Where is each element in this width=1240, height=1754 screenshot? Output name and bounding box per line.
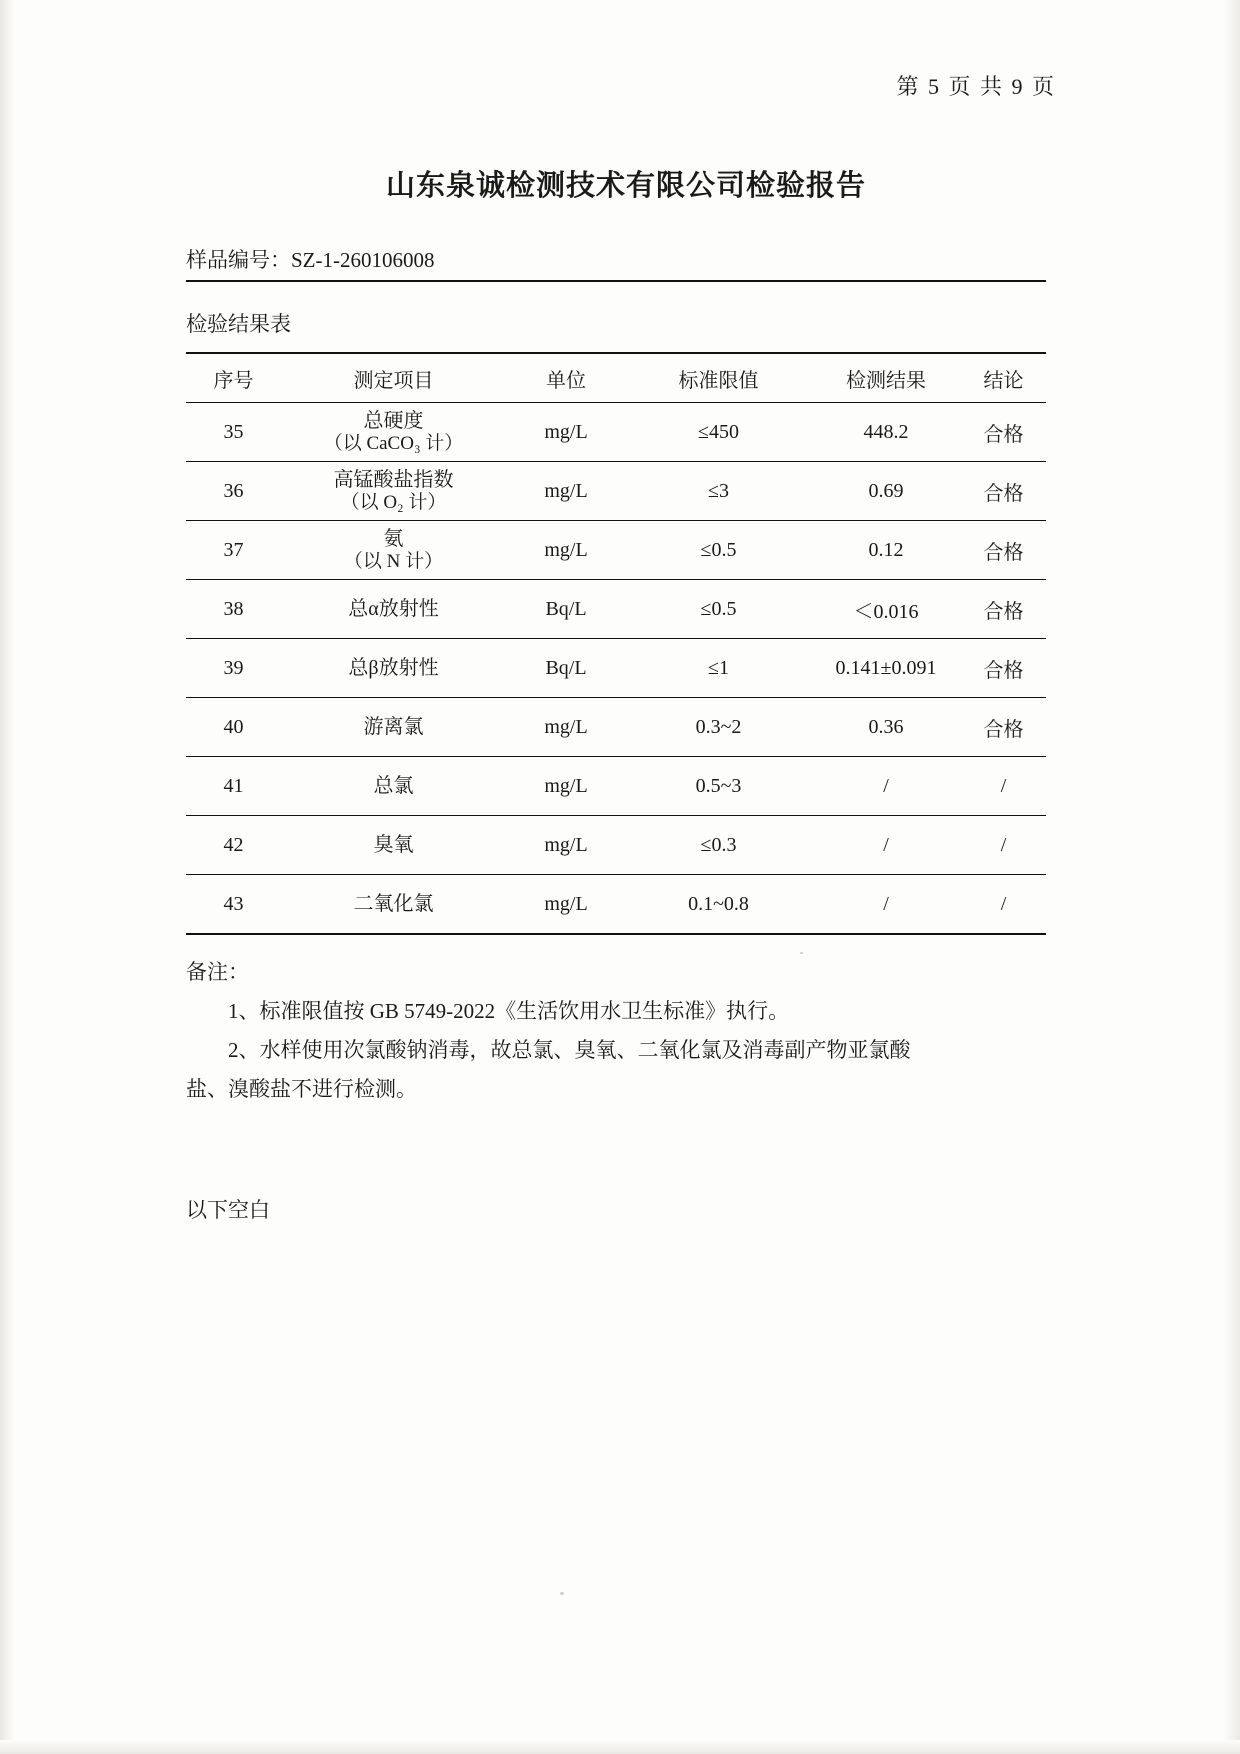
table-header-row (186, 353, 1046, 403)
cell-item-main: 臭氧 (373, 833, 414, 856)
table-row (186, 462, 1046, 521)
scan-edge-left (0, 0, 14, 1754)
cell-item (281, 403, 506, 462)
cell-item-main: 高锰酸盐指数 (333, 468, 454, 491)
sample-number-label: 样品编号： (186, 248, 291, 272)
cell-result: ＜0.016 (811, 580, 961, 639)
cell-item-main: 游离氯 (363, 715, 424, 738)
cell-unit: mg/L (506, 521, 626, 580)
cell-conclusion: 合格 (961, 639, 1046, 698)
cell-item (281, 521, 506, 580)
results-table (186, 352, 1046, 935)
table-body (186, 403, 1046, 935)
cell-no: 38 (186, 580, 281, 639)
column-header-no: 序号 (186, 353, 281, 403)
cell-conclusion: / (961, 757, 1046, 816)
table-row (186, 639, 1046, 698)
scan-edge-bottom (0, 1740, 1240, 1754)
cell-result: 0.36 (811, 698, 961, 757)
cell-limit: ≤3 (626, 462, 811, 521)
cell-no: 39 (186, 639, 281, 698)
cell-limit: 0.1~0.8 (626, 875, 811, 935)
cell-no: 36 (186, 462, 281, 521)
blank-below-note: 以下空白 (186, 1198, 270, 1223)
cell-conclusion: 合格 (961, 403, 1046, 462)
cell-item (281, 639, 506, 698)
cell-no: 37 (186, 521, 281, 580)
sample-number-value: SZ-1-260106008 (291, 248, 435, 272)
sample-number-line (186, 244, 1046, 282)
cell-result: 448.2 (811, 403, 961, 462)
cell-limit: ≤450 (626, 403, 811, 462)
table-row (186, 580, 1046, 639)
notes-section (186, 953, 1066, 1108)
cell-limit: 0.5~3 (626, 757, 811, 816)
cell-conclusion: 合格 (961, 580, 1046, 639)
column-header-conclusion: 结论 (961, 353, 1046, 403)
cell-unit: mg/L (506, 462, 626, 521)
cell-item (281, 580, 506, 639)
page-title: 山东泉诚检测技术有限公司检验报告 (385, 170, 866, 202)
scan-speck (560, 1592, 564, 1595)
cell-item (281, 757, 506, 816)
cell-item (281, 462, 506, 521)
cell-unit: Bq/L (506, 639, 626, 698)
cell-limit: ≤1 (626, 639, 811, 698)
cell-item (281, 875, 506, 935)
cell-item-sub: （以 O₂ 计） (340, 491, 447, 513)
column-header-limit: 标准限值 (626, 353, 811, 403)
notes-heading: 备注： (186, 960, 249, 984)
cell-no: 42 (186, 816, 281, 875)
table-row (186, 875, 1046, 935)
cell-unit: mg/L (506, 698, 626, 757)
cell-no: 35 (186, 403, 281, 462)
note-item-1: 1、标准限值按 GB 5749-2022《生活饮用水卫生标准》执行。 (228, 998, 790, 1023)
cell-limit: 0.3~2 (626, 698, 811, 757)
table-row (186, 757, 1046, 816)
cell-item-main: 总氯 (373, 774, 414, 797)
cell-item-main: 二氧化氯 (353, 892, 434, 915)
cell-item-main: 总α放射性 (348, 597, 439, 620)
cell-item-sub: （以 N 计） (343, 550, 444, 572)
table-header (186, 353, 1046, 403)
cell-item-main: 总硬度 (363, 409, 424, 432)
document-content (186, 70, 1066, 1224)
cell-conclusion: / (961, 816, 1046, 875)
table-row (186, 521, 1046, 580)
column-header-unit: 单位 (506, 353, 626, 403)
cell-unit: mg/L (506, 757, 626, 816)
cell-limit: ≤0.5 (626, 521, 811, 580)
column-header-result: 检测结果 (811, 353, 961, 403)
cell-no: 41 (186, 757, 281, 816)
cell-no: 43 (186, 875, 281, 935)
cell-conclusion: 合格 (961, 462, 1046, 521)
cell-unit: Bq/L (506, 580, 626, 639)
page-number: 第 5 页 共 9 页 (896, 74, 1056, 99)
cell-result: 0.69 (811, 462, 961, 521)
cell-no: 40 (186, 698, 281, 757)
cell-limit: ≤0.3 (626, 816, 811, 875)
table-row (186, 403, 1046, 462)
table-row (186, 816, 1046, 875)
cell-item (281, 698, 506, 757)
cell-item (281, 816, 506, 875)
note-item-2-continued: 盐、溴酸盐不进行检测。 (186, 1076, 417, 1101)
cell-result: 0.141±0.091 (811, 639, 961, 698)
cell-unit: mg/L (506, 875, 626, 935)
note-item-2: 2、水样使用次氯酸钠消毒，故总氯、臭氧、二氧化氯及消毒副产物亚氯酸 (228, 1037, 911, 1062)
cell-item-main: 氨 (383, 527, 404, 550)
cell-unit: mg/L (506, 403, 626, 462)
cell-limit: ≤0.5 (626, 580, 811, 639)
scan-edge-right (1224, 0, 1240, 1754)
cell-result: 0.12 (811, 521, 961, 580)
cell-conclusion: 合格 (961, 521, 1046, 580)
cell-result: / (811, 757, 961, 816)
cell-conclusion: 合格 (961, 698, 1046, 757)
cell-result: / (811, 816, 961, 875)
table-row (186, 698, 1046, 757)
cell-conclusion: / (961, 875, 1046, 935)
cell-unit: mg/L (506, 816, 626, 875)
results-section-title: 检验结果表 (186, 312, 291, 336)
column-header-item: 测定项目 (281, 353, 506, 403)
cell-item-main: 总β放射性 (348, 656, 439, 679)
cell-result: / (811, 875, 961, 935)
cell-item-sub: （以 CaCO₃ 计） (323, 432, 464, 454)
